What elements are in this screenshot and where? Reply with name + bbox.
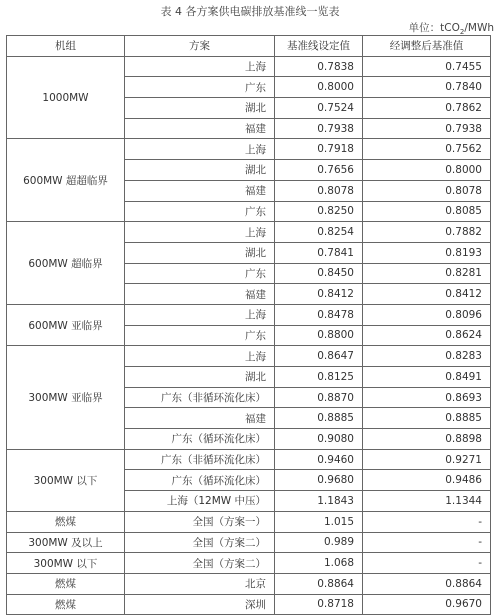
baseline-cell: 0.8078 xyxy=(275,180,363,201)
scheme-cell: 广东 xyxy=(125,201,275,222)
unit-cell: 300MW 及以上 xyxy=(7,532,125,553)
scheme-cell: 广东（循环流化床） xyxy=(125,429,275,450)
scheme-cell: 广东（非循环流化床） xyxy=(125,387,275,408)
scheme-cell: 广东 xyxy=(125,325,275,346)
adjusted-cell: 0.8078 xyxy=(363,180,491,201)
header-scheme: 方案 xyxy=(125,36,275,57)
scheme-cell: 福建 xyxy=(125,180,275,201)
table-title: 表 4 各方案供电碳排放基准线一览表 xyxy=(160,5,340,18)
baseline-cell: 0.8885 xyxy=(275,408,363,429)
table-row xyxy=(7,573,491,594)
adjusted-cell: 1.1344 xyxy=(363,491,491,512)
baseline-cell: 0.7918 xyxy=(275,139,363,160)
adjusted-cell: - xyxy=(363,532,491,553)
adjusted-cell: 0.9271 xyxy=(363,449,491,470)
adjusted-cell: 0.7862 xyxy=(363,98,491,119)
unit-cell: 300MW 以下 xyxy=(7,553,125,574)
baseline-cell: 0.7656 xyxy=(275,160,363,181)
adjusted-cell: 0.7840 xyxy=(363,77,491,98)
scheme-cell: 福建 xyxy=(125,284,275,305)
adjusted-cell: 0.9486 xyxy=(363,470,491,491)
scheme-cell: 全国（方案一） xyxy=(125,511,275,532)
adjusted-cell: 0.7455 xyxy=(363,56,491,77)
table-row xyxy=(7,346,491,367)
adjusted-cell: 0.8491 xyxy=(363,367,491,388)
scheme-cell: 上海 xyxy=(125,304,275,325)
table-row xyxy=(7,56,491,77)
baseline-cell: 0.7938 xyxy=(275,118,363,139)
scheme-cell: 上海（12MW 中压） xyxy=(125,491,275,512)
scheme-cell: 上海 xyxy=(125,56,275,77)
scheme-cell: 广东 xyxy=(125,77,275,98)
baseline-cell: 0.8412 xyxy=(275,284,363,305)
scheme-cell: 广东（非循环流化床） xyxy=(125,449,275,470)
baseline-cell: 0.8478 xyxy=(275,304,363,325)
baseline-cell: 0.9460 xyxy=(275,449,363,470)
unit-cell: 1000MW xyxy=(7,56,125,139)
table-row xyxy=(7,139,491,160)
baseline-cell: 0.8000 xyxy=(275,77,363,98)
adjusted-cell: 0.9670 xyxy=(363,594,491,615)
adjusted-cell: 0.7938 xyxy=(363,118,491,139)
baseline-cell: 1.015 xyxy=(275,511,363,532)
adjusted-cell: 0.8096 xyxy=(363,304,491,325)
header-baseline: 基准线设定值 xyxy=(275,36,363,57)
unit-cell: 600MW 超临界 xyxy=(7,222,125,305)
adjusted-cell: 0.8000 xyxy=(363,160,491,181)
baseline-table xyxy=(6,35,491,615)
adjusted-cell: 0.8624 xyxy=(363,325,491,346)
scheme-cell: 全国（方案二） xyxy=(125,532,275,553)
adjusted-cell: 0.8864 xyxy=(363,573,491,594)
baseline-cell: 0.8125 xyxy=(275,367,363,388)
baseline-cell: 0.8647 xyxy=(275,346,363,367)
scheme-cell: 深圳 xyxy=(125,594,275,615)
table-row xyxy=(7,532,491,553)
unit-cell: 600MW 亚临界 xyxy=(7,304,125,345)
baseline-cell: 0.989 xyxy=(275,532,363,553)
baseline-cell: 0.8250 xyxy=(275,201,363,222)
scheme-cell: 广东 xyxy=(125,263,275,284)
baseline-cell: 0.7841 xyxy=(275,242,363,263)
header-unit: 机组 xyxy=(7,36,125,57)
table-row xyxy=(7,594,491,615)
baseline-cell: 0.8800 xyxy=(275,325,363,346)
scheme-cell: 全国（方案二） xyxy=(125,553,275,574)
baseline-cell: 0.8450 xyxy=(275,263,363,284)
adjusted-cell: 0.8412 xyxy=(363,284,491,305)
unit-cell: 300MW 以下 xyxy=(7,449,125,511)
scheme-cell: 湖北 xyxy=(125,242,275,263)
baseline-cell: 0.8870 xyxy=(275,387,363,408)
table-row xyxy=(7,222,491,243)
adjusted-cell: 0.8885 xyxy=(363,408,491,429)
scheme-cell: 上海 xyxy=(125,139,275,160)
scheme-cell: 湖北 xyxy=(125,160,275,181)
scheme-cell: 上海 xyxy=(125,346,275,367)
unit-label: 单位：tCO$_2$/MWh xyxy=(408,22,494,37)
scheme-cell: 广东（循环流化床） xyxy=(125,470,275,491)
baseline-cell: 0.7838 xyxy=(275,56,363,77)
table-row xyxy=(7,511,491,532)
baseline-cell: 0.9680 xyxy=(275,470,363,491)
table-body xyxy=(7,56,491,615)
adjusted-cell: 0.8693 xyxy=(363,387,491,408)
table-row xyxy=(7,304,491,325)
adjusted-cell: 0.8281 xyxy=(363,263,491,284)
scheme-cell: 北京 xyxy=(125,573,275,594)
baseline-cell: 0.7524 xyxy=(275,98,363,119)
baseline-cell: 0.8864 xyxy=(275,573,363,594)
table-row xyxy=(7,449,491,470)
header-adjusted: 经调整后基准值 xyxy=(363,36,491,57)
baseline-cell: 1.1843 xyxy=(275,491,363,512)
adjusted-cell: 0.8085 xyxy=(363,201,491,222)
scheme-cell: 湖北 xyxy=(125,367,275,388)
adjusted-cell: 0.8283 xyxy=(363,346,491,367)
adjusted-cell: 0.8193 xyxy=(363,242,491,263)
baseline-cell: 0.8718 xyxy=(275,594,363,615)
unit-cell: 600MW 超超临界 xyxy=(7,139,125,222)
adjusted-cell: - xyxy=(363,511,491,532)
header-row xyxy=(7,36,491,57)
unit-cell: 燃煤 xyxy=(7,511,125,532)
scheme-cell: 上海 xyxy=(125,222,275,243)
adjusted-cell: 0.7882 xyxy=(363,222,491,243)
scheme-cell: 福建 xyxy=(125,408,275,429)
adjusted-cell: 0.8898 xyxy=(363,429,491,450)
table-row xyxy=(7,553,491,574)
scheme-cell: 湖北 xyxy=(125,98,275,119)
adjusted-cell: - xyxy=(363,553,491,574)
baseline-cell: 0.8254 xyxy=(275,222,363,243)
unit-cell: 燃煤 xyxy=(7,573,125,594)
scheme-cell: 福建 xyxy=(125,118,275,139)
baseline-cell: 1.068 xyxy=(275,553,363,574)
unit-cell: 300MW 亚临界 xyxy=(7,346,125,449)
adjusted-cell: 0.7562 xyxy=(363,139,491,160)
unit-cell: 燃煤 xyxy=(7,594,125,615)
baseline-cell: 0.9080 xyxy=(275,429,363,450)
